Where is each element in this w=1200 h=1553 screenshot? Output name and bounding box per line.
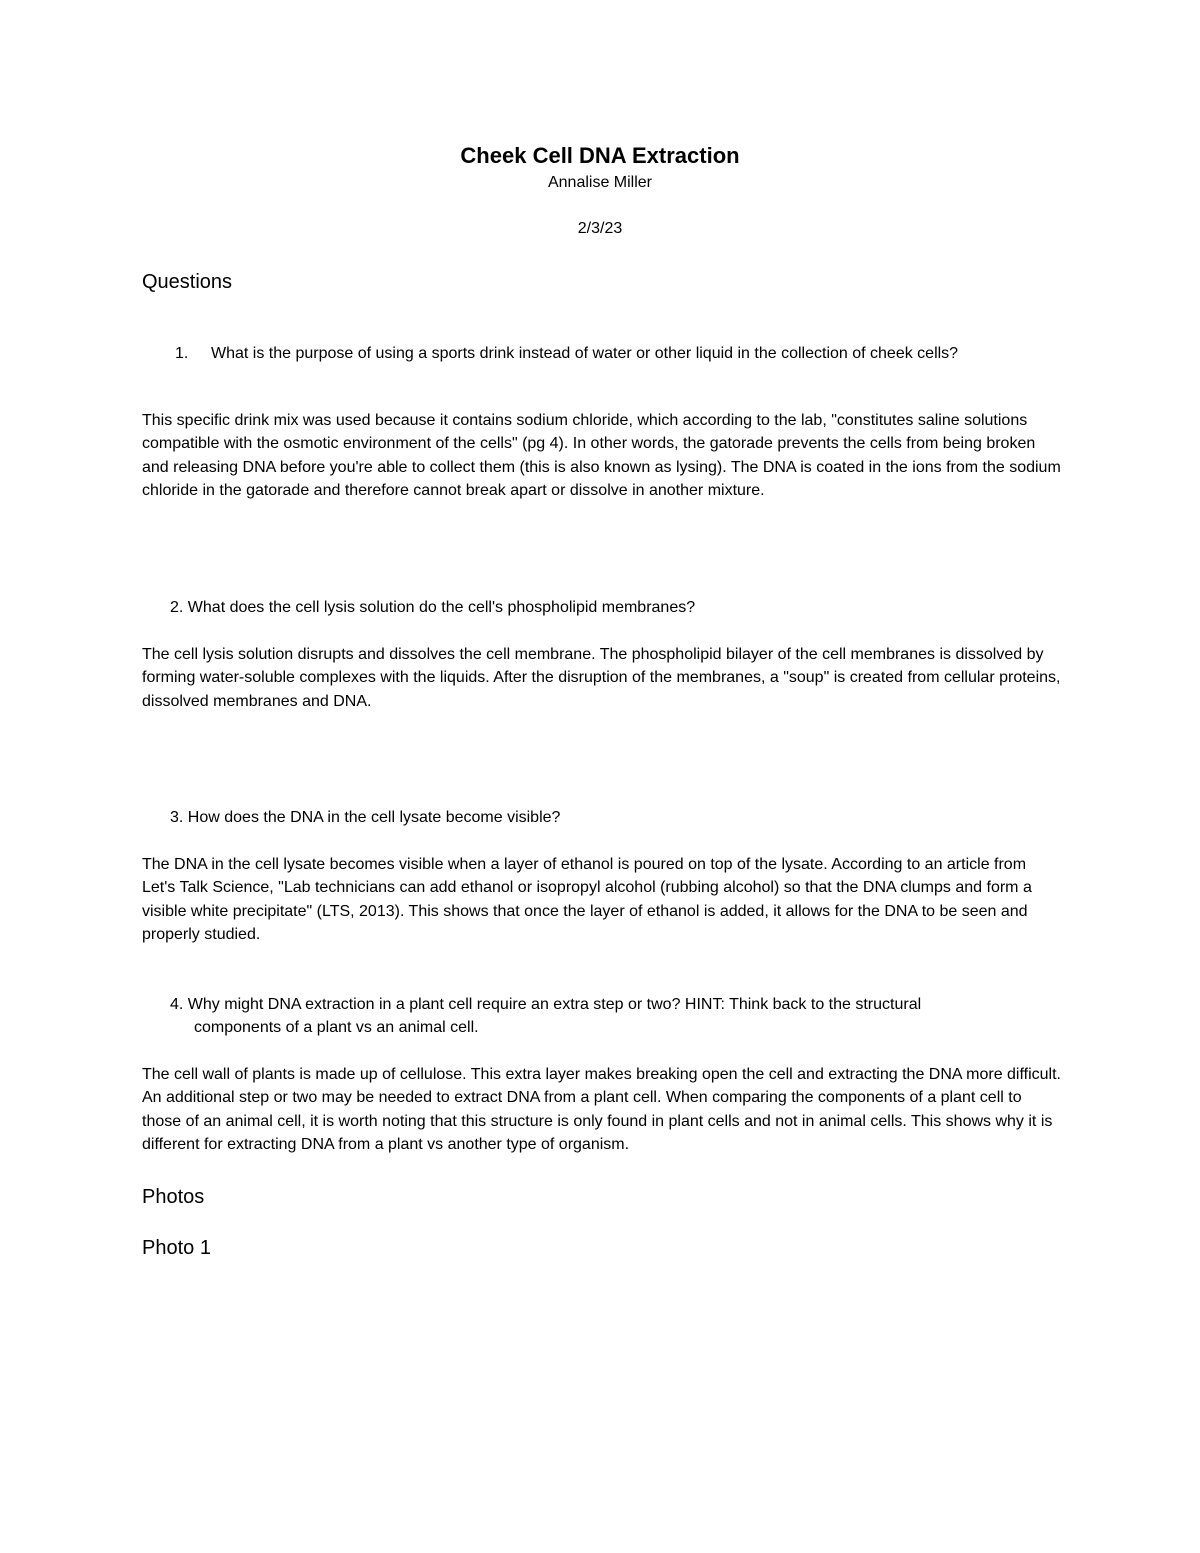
answer-1: This specific drink mix was used because it contains sodium chloride, which according to the lab, "constitutes saline solutions compatible with the osmotic environment of the cells" (pg 4). In other words, the gatorade prevents the cells from being broken and releasing DNA before you're able to collect them (this is also known as lysing). The DNA is coated in the ions from the sodium chloride in the gatorade and therefore cannot break apart or dissolve in another mixture. xyxy=(142,412,1061,499)
document-author: Annalise Miller xyxy=(547,174,653,191)
question-1-text: What is the purpose of using a sports drink instead of water or other liquid in the collection of cheek cells? xyxy=(211,345,959,362)
question-4 xyxy=(170,993,1030,1039)
question-4-line-1: 4. Why might DNA extraction in a plant cell require an extra step or two? HINT: Think back to the structural xyxy=(170,996,922,1013)
document-title: Cheek Cell DNA Extraction xyxy=(460,143,740,168)
answer-3: The DNA in the cell lysate becomes visible when a layer of ethanol is poured on top of the lysate. According to an article from Let's Talk Science, "Lab technicians can add ethanol or isopropyl alcohol (rubbing alcohol) so that the DNA clumps and form a visible white precipitate" (LTS, 2013). This shows that once the layer of ethanol is added, it allows for the DNA to be seen and properly studied. xyxy=(142,856,1032,943)
answer-2: The cell lysis solution disrupts and dissolves the cell membrane. The phospholipid bilayer of the cell membranes is dissolved by forming water-soluble complexes with the liquids. After the disruption of the membranes, a "soup" is created from cellular proteins, dissolved membranes and DNA. xyxy=(142,646,1061,710)
question-4-line-2: components of a plant vs an animal cell. xyxy=(194,1019,479,1036)
document-date: 2/3/23 xyxy=(577,220,623,237)
question-1-number: 1. xyxy=(175,345,189,362)
question-3: 3. How does the DNA in the cell lysate become visible? xyxy=(170,809,561,826)
questions-heading: Questions xyxy=(142,271,233,293)
photo-1-label: Photo 1 xyxy=(142,1237,211,1259)
question-1 xyxy=(175,342,958,365)
photos-heading: Photos xyxy=(142,1186,205,1208)
answer-4: The cell wall of plants is made up of cellulose. This extra layer makes breaking open the cell and extracting the DNA more difficult. An additional step or two may be needed to extract DNA from a plant cell. When comparing the components of a plant cell to those of an animal cell, it is worth noting that this structure is only found in plant cells and not in animal cells. This shows why it is different for extracting DNA from a plant vs another type of organism. xyxy=(142,1066,1061,1153)
question-2: 2. What does the cell lysis solution do the cell's phospholipid membranes? xyxy=(170,599,696,616)
